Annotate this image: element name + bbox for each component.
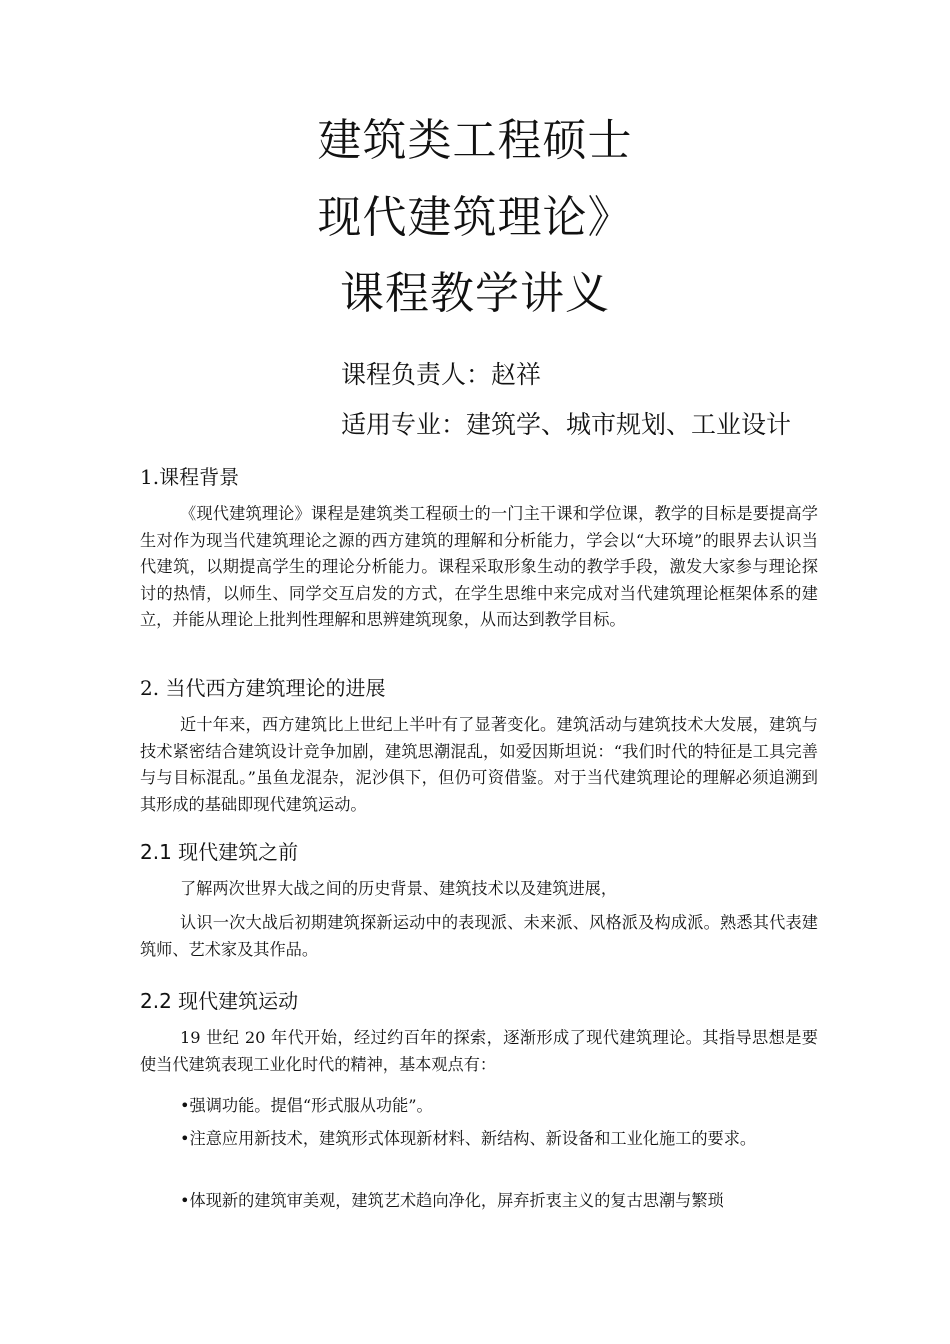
section-2-1-paragraph-2: 认识一次大战后初期建筑探新运动中的表现派、未来派、风格派及构成派。熟悉其代表建筑师、艺术家及其作品。: [140, 913, 818, 959]
section-2-2-heading: 2.2 现代建筑运动: [140, 989, 299, 1013]
section-2-1-heading: 2.1 现代建筑之前: [140, 840, 299, 864]
title-line-1: 建筑类工程硕士: [317, 115, 633, 166]
bullet-item: •强调功能。提倡“形式服从功能”。: [180, 1096, 433, 1115]
bullet-item: •注意应用新技术，建筑形式体现新材料、新结构、新设备和工业化施工的要求。: [180, 1129, 757, 1148]
applicable-majors: 适用专业：建筑学、城市规划、工业设计: [341, 410, 792, 439]
section-2-1-paragraph-1: 了解两次世界大战之间的历史背景、建筑技术以及建筑进展，: [180, 879, 618, 898]
section-1-paragraph: 《现代建筑理论》课程是建筑类工程硕士的一门主干课和学位课，教学的目标是要提高学生对作为现当代建筑理论之源的西方建筑的理解和分析能力，学会以“大环境”的眼界去认识当代建筑，以期提高学生的理论分析能力。课程采取形象生动的教学手段，激发大家参与理论探讨的热情，以师生、同学交互启发的方式，在学生思维中来完成对当代建筑理论框架体系的建立，并能从理论上批判性理解和思辨建筑现象，从而达到教学目标。: [140, 504, 818, 629]
section-2-paragraph: 近十年来，西方建筑比上世纪上半叶有了显著变化。建筑活动与建筑技术大发展，建筑与技术紧密结合建筑设计竞争加剧，建筑思潮混乱，如爱因斯坦说：“我们时代的特征是工具完善与与目标混乱。”虽鱼龙混杂，泥沙俱下，但仍可资借鉴。对于当代建筑理论的理解必须追溯到其形成的基础即现代建筑运动。: [140, 715, 818, 814]
section-2-2-paragraph: 19 世纪 20 年代开始，经过约百年的探索，逐渐形成了现代建筑理论。其指导思想是要使当代建筑表现工业化时代的精神，基本观点有：: [140, 1028, 818, 1074]
section-1-heading: 1.课程背景: [140, 465, 240, 489]
title-line-2: 现代建筑理论》: [317, 192, 633, 243]
title-line-3: 课程教学讲义: [340, 268, 610, 319]
section-2-heading: 2. 当代西方建筑理论的进展: [140, 676, 386, 700]
bullet-item: •体现新的建筑审美观，建筑艺术趋向净化，屏弃折衷主义的复古思潮与繁琐: [180, 1191, 724, 1210]
course-owner: 课程负责人：赵祥: [341, 360, 542, 389]
